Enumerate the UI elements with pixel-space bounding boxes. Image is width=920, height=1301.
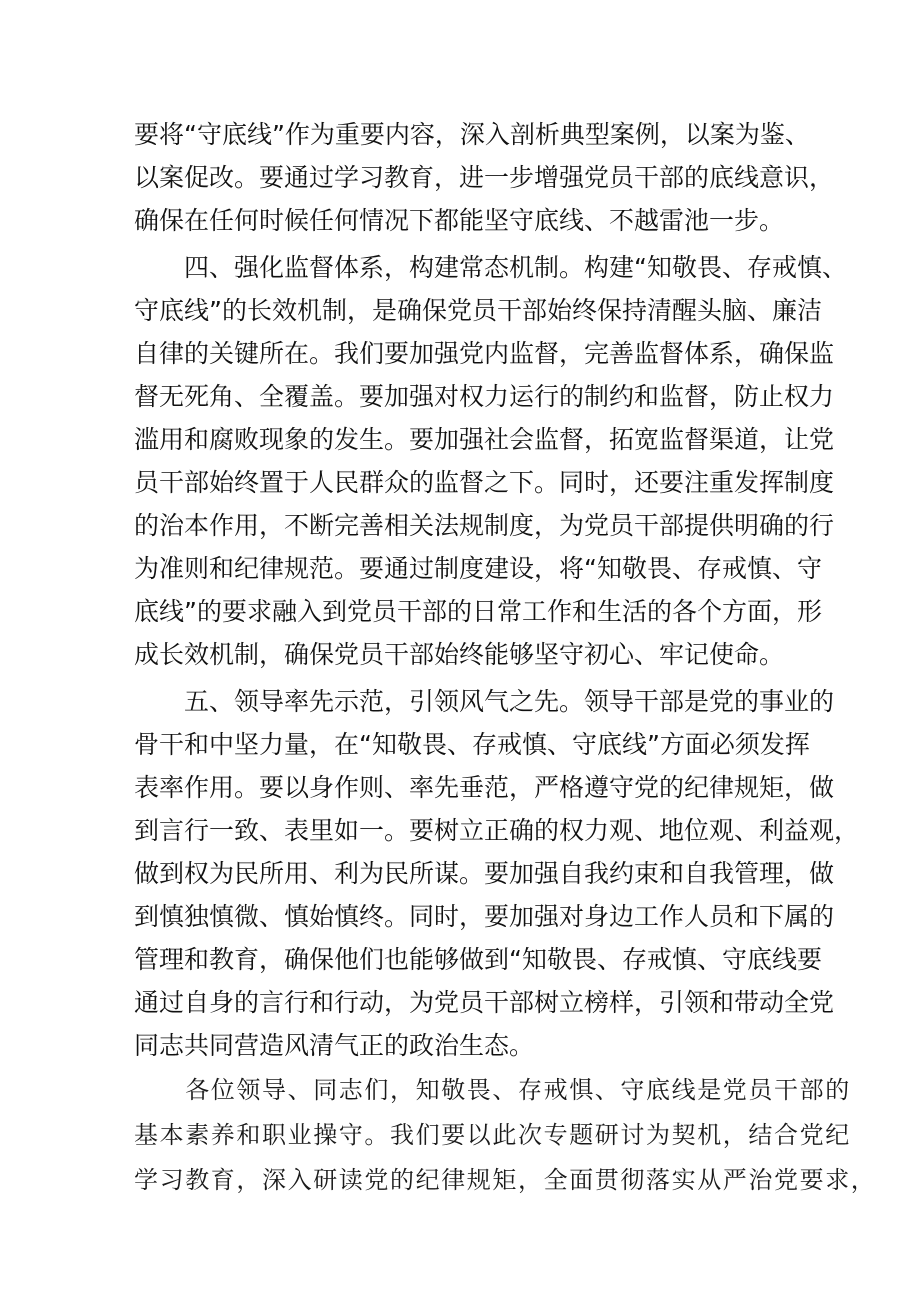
text-line: 督无死角、全覆盖。要加强对权力运行的制约和监督，防止权力 xyxy=(134,382,835,411)
text-line: 自律的关键所在。我们要加强党内监督，完善监督体系，确保监 xyxy=(134,339,835,368)
text-line: 以案促改。要通过学习教育，进一步增强党员干部的底线意识， xyxy=(134,163,835,192)
closing-paragraph-line: 基本素养和职业操守。我们要以此次专题研讨为契机，结合党纪 xyxy=(134,1121,851,1149)
text-line: 做到权为民所用、利为民所谋。要加强自我约束和自我管理，做 xyxy=(134,859,835,888)
closing-paragraph-line: 各位领导、同志们，知敬畏、存戒惧、守底线是党员干部的 xyxy=(134,1076,851,1104)
text-line: 到慎独慎微、慎始慎终。同时，要加强对身边工作人员和下属的 xyxy=(134,902,835,931)
text-line: 要将“守底线”作为重要内容，深入剖析典型案例，以案为鉴、 xyxy=(134,120,810,149)
text-line: 表率作用。要以身作则、率先垂范，严格遵守党的纪律规矩，做 xyxy=(134,773,835,802)
text-line: 的治本作用，不断完善相关法规制度，为党员干部提供明确的行 xyxy=(134,511,835,540)
text-line: 确保在任何时候任何情况下都能坚守底线、不越雷池一步。 xyxy=(134,206,785,235)
text-line: 滥用和腐败现象的发生。要加强社会监督，拓宽监督渠道，让党 xyxy=(134,425,835,454)
paragraph-heading-five: 五、领导率先示范，引领风气之先。领导干部是党的事业的 xyxy=(134,687,835,716)
text-line: 成长效机制，确保党员干部始终能够坚守初心、牢记使命。 xyxy=(134,640,785,669)
text-line: 管理和教育，确保他们也能够做到“知敬畏、存戒慎、守底线要 xyxy=(134,945,822,974)
text-line: 员干部始终置于人民群众的监督之下。同时，还要注重发挥制度 xyxy=(134,468,835,497)
text-line: 守底线”的长效机制，是确保党员干部始终保持清醒头脑、廉洁 xyxy=(134,296,822,325)
text-line: 为准则和纪律规范。要通过制度建设，将“知敬畏、存戒慎、守 xyxy=(134,554,822,583)
paragraph-heading-four: 四、强化监督体系，构建常态机制。构建“知敬畏、存戒慎、 xyxy=(134,253,847,282)
text-line: 到言行一致、表里如一。要树立正确的权力观、地位观、利益观， xyxy=(134,816,860,845)
closing-paragraph-line: 学习教育，深入研读党的纪律规矩，全面贯彻落实从严治党要求， xyxy=(134,1166,877,1194)
text-line: 通过自身的言行和行动，为党员干部树立榜样，引领和带动全党 xyxy=(134,988,835,1017)
text-line: 同志共同营造风清气正的政治生态。 xyxy=(134,1031,535,1060)
text-line: 骨干和中坚力量，在“知敬畏、存戒慎、守底线”方面必须发挥 xyxy=(134,730,810,759)
text-line: 底线”的要求融入到党员干部的日常工作和生活的各个方面，形 xyxy=(134,597,822,626)
